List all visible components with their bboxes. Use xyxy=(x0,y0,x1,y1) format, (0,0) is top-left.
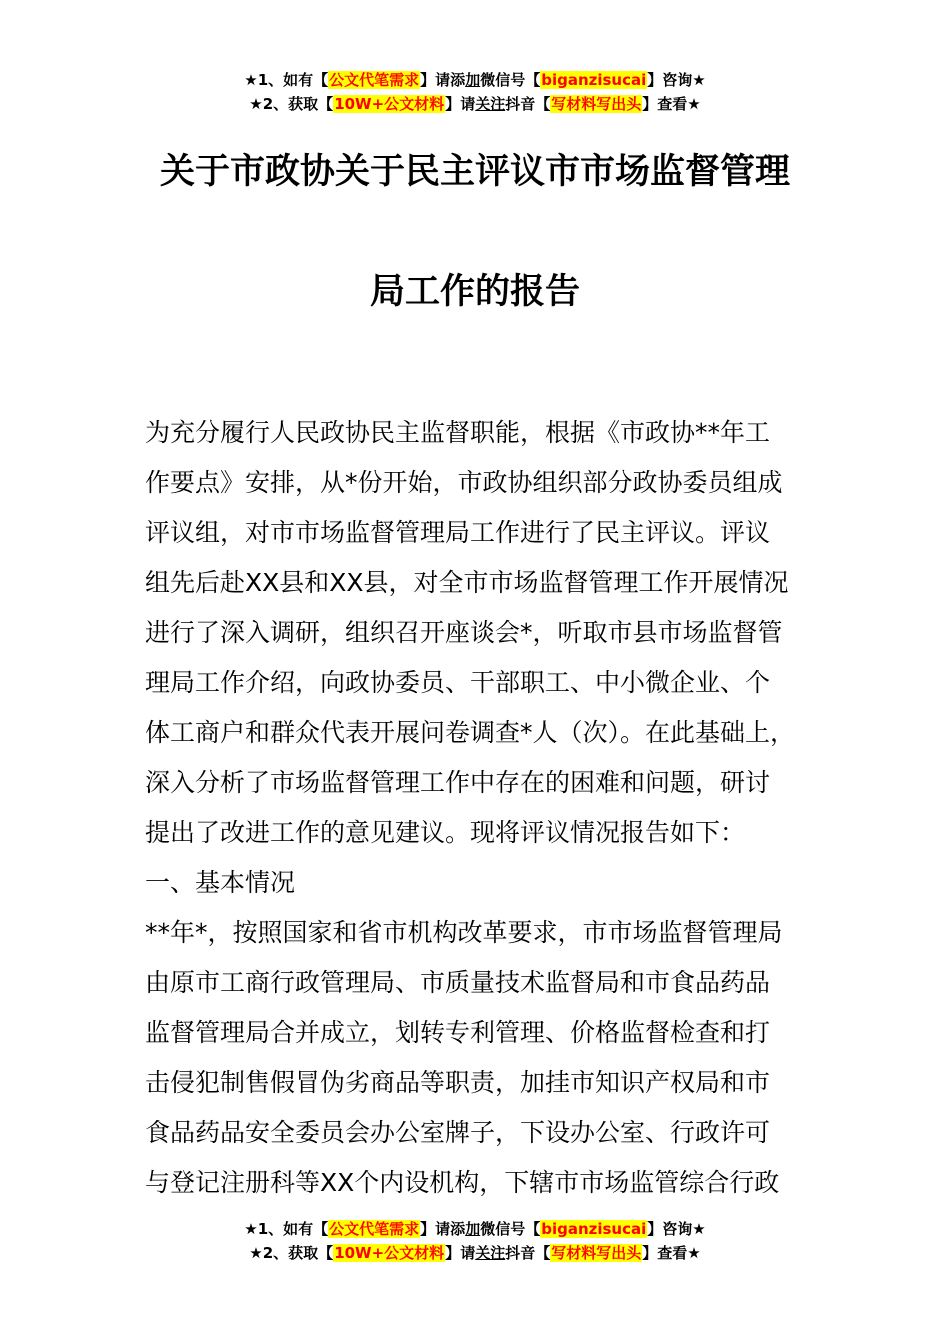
body-line: 击侵犯制售假冒伪劣商品等职责，加挂市知识产权局和市 xyxy=(145,1068,771,1097)
highlight-materials: 10W+公文材料 xyxy=(334,95,445,113)
banner-underlined-text: 加 xyxy=(465,1220,481,1238)
top-banner xyxy=(0,68,950,116)
banner-text: ★1、如有【 xyxy=(244,1220,329,1238)
body-line: 进行了深入调研，组织召开座谈会*，听取市县市场监督管 xyxy=(145,618,783,647)
body-line: 作要点》安排，从*份开始，市政协组织部分政协委员组成 xyxy=(145,468,783,497)
section-heading: 一、基本情况 xyxy=(145,868,296,897)
body-line: 与登记注册科等XX个内设机构，下辖市市场监管综合行政 xyxy=(145,1168,780,1197)
highlight-materials: 10W+公文材料 xyxy=(334,1244,445,1262)
banner-text: 】咨询★ xyxy=(647,71,706,89)
highlight-douyin-id: 写材料写出头 xyxy=(551,1244,642,1262)
banner-text: ★2、获取【 xyxy=(249,1244,334,1262)
bottom-banner xyxy=(0,1217,950,1265)
body-line: 理局工作介绍，向政协委员、干部职工、中小微企业、个 xyxy=(145,668,771,697)
banner-underlined-text: 加 xyxy=(465,71,481,89)
banner-text: 】请添 xyxy=(420,1220,466,1238)
body-line: 由原市工商行政管理局、市质量技术监督局和市食品药品 xyxy=(145,968,771,997)
banner-text: 】查看★ xyxy=(642,1244,701,1262)
banner-text: ★2、获取【 xyxy=(249,95,334,113)
highlight-wechat-id: biganzisucai xyxy=(541,1220,647,1238)
highlight-service: 公文代笔需求 xyxy=(329,71,420,89)
highlight-service: 公文代笔需求 xyxy=(329,1220,420,1238)
body-line: **年*，按照国家和省市机构改革要求，市市场监督管理局 xyxy=(145,918,783,947)
banner-text: 微信号【 xyxy=(480,71,541,89)
banner-underlined-text: 关注 xyxy=(475,95,506,113)
body-line: 为充分履行人民政协民主监督职能，根据《市政协**年工 xyxy=(145,418,771,447)
body-line: 食品药品安全委员会办公室牌子，下设办公室、行政许可 xyxy=(145,1118,771,1147)
banner-text: 抖音【 xyxy=(505,95,551,113)
body-line: 评议组，对市市场监督管理局工作进行了民主评议。评议 xyxy=(145,518,771,547)
body-line: 组先后赴XX县和XX县，对全市市场监督管理工作开展情况 xyxy=(145,568,789,597)
body-line: 提出了改进工作的意见建议。现将评议情况报告如下： xyxy=(145,818,746,847)
banner-line-2 xyxy=(0,92,950,116)
banner-text: ★1、如有【 xyxy=(244,71,329,89)
highlight-douyin-id: 写材料写出头 xyxy=(551,95,642,113)
banner-text: 抖音【 xyxy=(505,1244,551,1262)
banner-text: 微信号【 xyxy=(480,1220,541,1238)
banner-line-1 xyxy=(0,68,950,92)
document-title-line-2: 局工作的报告 xyxy=(369,272,580,312)
document-body xyxy=(145,408,835,1208)
banner-line-1 xyxy=(0,1217,950,1241)
banner-text: 】请 xyxy=(445,95,476,113)
banner-underlined-text: 关注 xyxy=(475,1244,506,1262)
highlight-wechat-id: biganzisucai xyxy=(541,71,647,89)
banner-text: 】查看★ xyxy=(642,95,701,113)
banner-line-2 xyxy=(0,1241,950,1265)
document-title-line-1: 关于市政协关于民主评议市市场监督管理 xyxy=(159,152,790,192)
body-line: 体工商户和群众代表开展问卷调查*人（次）。在此基础上， xyxy=(145,718,796,747)
body-line: 深入分析了市场监督管理工作中存在的困难和问题，研讨 xyxy=(145,768,771,797)
banner-text: 】咨询★ xyxy=(647,1220,706,1238)
banner-text: 】请添 xyxy=(420,71,466,89)
body-line: 监督管理局合并成立，划转专利管理、价格监督检查和打 xyxy=(145,1018,771,1047)
banner-text: 】请 xyxy=(445,1244,476,1262)
